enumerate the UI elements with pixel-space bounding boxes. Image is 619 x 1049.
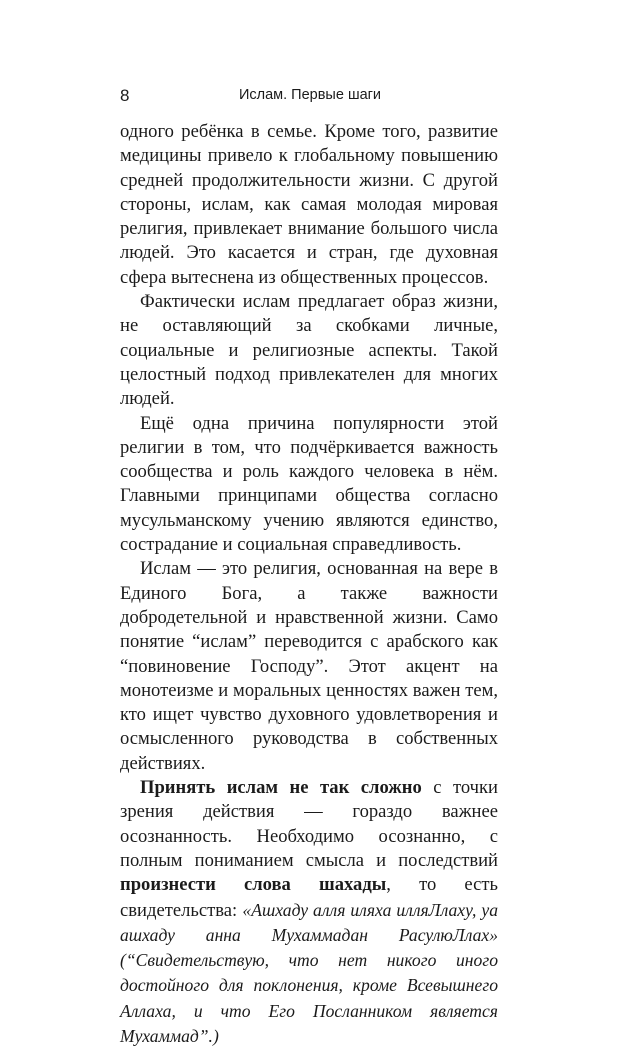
shahada-quote: «Ашхаду алля иляха илляЛлаху, уа ашхаду анна Мухаммадан РасулюЛлах» (“Свидетельствую, что нет никого иного достойного для поклонения, кроме Всевышнего Аллаха, и что Его Посланником является Мухаммад”.) bbox=[120, 899, 498, 1046]
book-title: Ислам. Первые шаги bbox=[238, 87, 382, 103]
bold-phrase-accept-islam: Принять ислам не так сложно bbox=[140, 777, 422, 799]
paragraph-1: одного ребёнка в семье. Кроме того, развитие медицины привело к глобальному повышению средней продолжительности жизни. С другой стороны, ислам, как самая молодая мировая религия, привлекает внимание большого числа людей. Это касается и стран, где духовная сфера вытеснена из общественных процессов. bbox=[120, 121, 498, 288]
body-text bbox=[120, 120, 498, 1049]
running-head bbox=[120, 86, 500, 110]
paragraph-5 bbox=[120, 776, 498, 1049]
paragraph-5-text-1: с точки зрения действия — гораздо важнее осознанность. Необходимо осознанно, с полным пониманием смысла и последствий bbox=[120, 777, 498, 871]
bold-phrase-shahada: произнести слова шахады bbox=[120, 874, 387, 896]
paragraph-3: Ещё одна причина популярности этой религии в том, что подчёркивается важность сообщества и роль каждого человека в нём. Главными принципами общества согласно мусульманскому учению являются единство, сострадание и социальная справедливость. bbox=[120, 412, 498, 556]
paragraph-5-text-2: , то есть свидетельства: bbox=[120, 874, 499, 921]
paragraph-2: Фактически ислам предлагает образ жизни, не оставляющий за скобками личные, социальные и религиозные аспекты. Такой целостный подход привлекателен для многих людей. bbox=[120, 291, 498, 410]
paragraph-4: Ислам — это религия, основанная на вере в Единого Бога, а также важности добродетельной и нравственной жизни. Само понятие “ислам” переводится с арабского как “повиновение Господу”. Этот акцент на монотеизме и моральных ценностях важен тем, кто ищет чувство духовного удовлетворения и осмысленного руководства в собственных действиях. bbox=[120, 558, 498, 774]
page-number: 8 bbox=[120, 86, 130, 105]
